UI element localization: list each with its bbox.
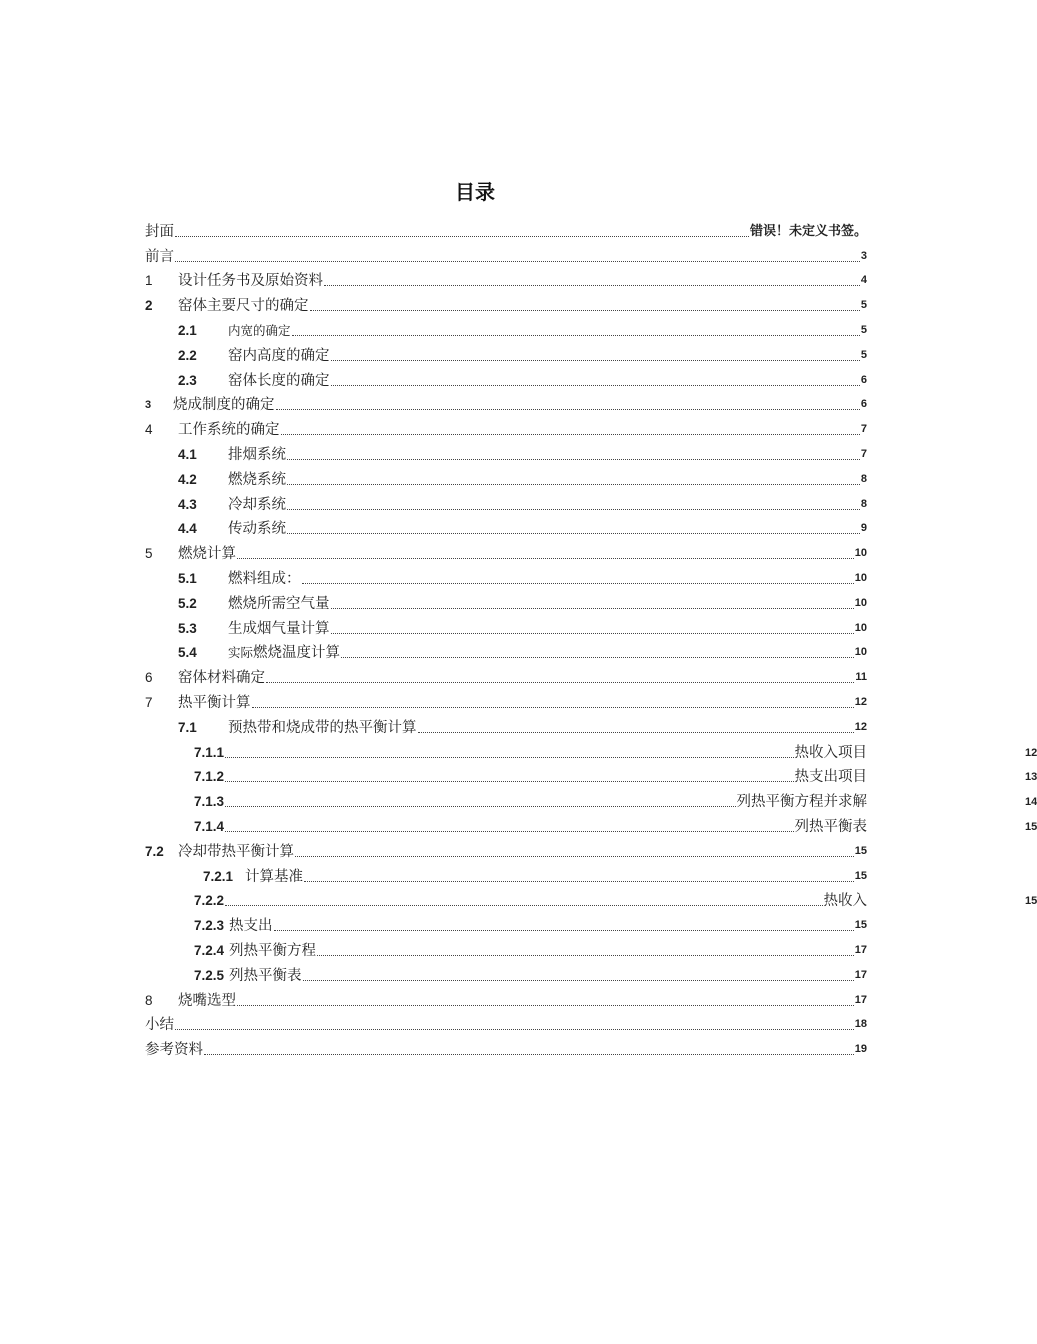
- toc-number: 7.2.4: [194, 942, 225, 958]
- toc-number: 2.3: [178, 372, 197, 388]
- toc-entry-2-3[interactable]: [145, 365, 867, 390]
- toc-label: 列热平衡表: [229, 967, 302, 984]
- toc-entry-5-1[interactable]: [145, 563, 867, 588]
- toc-entry-2[interactable]: [145, 290, 867, 315]
- toc-label: 烧嘴选型: [178, 992, 236, 1009]
- toc-label: 燃烧所需空气量: [228, 595, 330, 612]
- toc-page-number: 17: [854, 968, 867, 981]
- toc-label: 烧成制度的确定: [173, 397, 275, 414]
- leader-dots: [281, 434, 860, 435]
- toc-page-number: 10: [854, 571, 867, 584]
- toc-page-number: 13: [1025, 771, 1037, 784]
- toc-page-number: 15: [854, 844, 867, 857]
- toc-page-number: 11: [855, 671, 867, 684]
- toc-page-number: 3: [860, 249, 867, 262]
- toc-number: 6: [145, 670, 153, 686]
- toc-page-number: 5: [860, 323, 867, 336]
- toc-page-number: 5: [860, 299, 867, 312]
- toc-entry-5-2[interactable]: [145, 588, 867, 613]
- toc-page-number: 17: [854, 943, 867, 956]
- toc-label: 内宽的确定: [228, 322, 291, 338]
- leader-dots: [175, 1029, 854, 1030]
- toc-entry-7-1-4[interactable]: [145, 811, 1037, 836]
- toc-page-number: 12: [1025, 746, 1037, 759]
- toc-label: 燃烧计算: [178, 546, 236, 563]
- toc-page-number: 12: [854, 695, 867, 708]
- toc-page-number: 15: [854, 869, 867, 882]
- toc-entry-1[interactable]: [145, 266, 867, 291]
- page-title: 目录: [455, 180, 495, 204]
- toc-label: 燃烧温度计算: [253, 645, 341, 662]
- toc-label: 列热平衡方程: [229, 942, 317, 959]
- toc-entry-4-4[interactable]: [145, 514, 867, 539]
- leader-dots: [266, 682, 854, 683]
- toc-number: 5.1: [178, 570, 197, 586]
- toc-label: 封面: [145, 223, 174, 240]
- leader-dots: [324, 285, 860, 286]
- toc-entry-5-3[interactable]: [145, 613, 867, 638]
- toc-label: 列热平衡方程并求解: [736, 794, 867, 811]
- toc-number: 2.1: [178, 322, 197, 338]
- leader-dots: [304, 881, 854, 882]
- toc-entry-summary[interactable]: [145, 1010, 867, 1035]
- leader-dots: [310, 310, 860, 311]
- toc-page-number: 19: [854, 1043, 867, 1056]
- toc-number: 4.2: [178, 471, 197, 487]
- leader-dots: [331, 360, 860, 361]
- toc-entry-preface[interactable]: [145, 241, 867, 266]
- toc-page-number: 12: [854, 720, 867, 733]
- toc-label: 参考资料: [145, 1042, 203, 1059]
- toc-page-number: 4: [860, 274, 867, 287]
- leader-dots: [331, 608, 854, 609]
- leader-dots: [225, 757, 793, 758]
- toc-entry-3[interactable]: [145, 390, 867, 415]
- toc-error-text: 错误！未定义书签。: [749, 223, 867, 239]
- leader-dots: [287, 509, 860, 510]
- toc-page-number: 10: [854, 621, 867, 634]
- table-of-contents: [145, 216, 1037, 1059]
- leader-dots: [225, 806, 735, 807]
- toc-label: 燃烧系统: [228, 471, 286, 488]
- leader-dots: [295, 856, 854, 857]
- toc-page-number: 7: [860, 447, 867, 460]
- toc-page-number: 10: [854, 646, 867, 659]
- toc-label: 计算基准: [245, 868, 303, 885]
- toc-entry-5-4[interactable]: [145, 638, 867, 663]
- toc-entry-7-1-2[interactable]: [145, 762, 1037, 787]
- toc-label: 传动系统: [228, 521, 286, 538]
- toc-page-number: 8: [860, 472, 867, 485]
- toc-label: 窑体主要尺寸的确定: [178, 298, 309, 315]
- toc-number: 4.1: [178, 446, 197, 462]
- toc-label: 热平衡计算: [178, 694, 251, 711]
- leader-dots: [341, 657, 854, 658]
- toc-number: 2.2: [178, 347, 197, 363]
- toc-entry-7-2-2[interactable]: [145, 886, 1037, 911]
- toc-label: 设计任务书及原始资料: [178, 273, 323, 290]
- leader-dots: [287, 484, 860, 485]
- toc-entry-7-1-3[interactable]: [145, 786, 1037, 811]
- toc-entry-5[interactable]: [145, 538, 867, 563]
- toc-entry-7-2-5[interactable]: [145, 960, 867, 985]
- toc-label: 燃料组成：: [228, 570, 301, 587]
- toc-label: 工作系统的确定: [178, 422, 280, 439]
- toc-entry-7-1[interactable]: [145, 712, 867, 737]
- leader-dots: [418, 732, 854, 733]
- toc-entry-2-2[interactable]: [145, 340, 867, 365]
- toc-page-number: 15: [854, 919, 867, 932]
- leader-dots: [317, 955, 854, 956]
- toc-number: 2: [145, 298, 153, 314]
- toc-entry-4-1[interactable]: [145, 439, 867, 464]
- toc-number: 3: [145, 399, 152, 412]
- toc-entry-4[interactable]: [145, 414, 867, 439]
- toc-page-number: 18: [854, 1018, 867, 1031]
- toc-page-number: 15: [1025, 820, 1037, 833]
- leader-dots: [292, 335, 860, 336]
- toc-label: 热收入: [823, 893, 867, 910]
- toc-label: 窑内高度的确定: [228, 347, 330, 364]
- toc-entry-7-2-1[interactable]: [145, 861, 867, 886]
- toc-label: 预热带和烧成带的热平衡计算: [228, 719, 417, 736]
- toc-label: 热支出: [229, 918, 273, 935]
- toc-entry-6[interactable]: [145, 662, 867, 687]
- leader-dots: [175, 236, 749, 237]
- toc-number: 7: [145, 694, 153, 710]
- toc-entry-4-3[interactable]: [145, 489, 867, 514]
- toc-label: 排烟系统: [228, 446, 286, 463]
- toc-number: 7.2: [145, 843, 164, 859]
- toc-number: 7.2.2: [194, 893, 225, 909]
- toc-entry-7-2-3[interactable]: [145, 910, 867, 935]
- leader-dots: [252, 707, 854, 708]
- toc-label: 列热平衡表: [794, 818, 867, 835]
- toc-page-number: 6: [860, 373, 867, 386]
- toc-number: 1: [145, 273, 153, 289]
- toc-entry-7[interactable]: [145, 687, 867, 712]
- toc-number: 7.2.1: [203, 868, 234, 884]
- toc-label: 小结: [145, 1017, 174, 1034]
- toc-number: 7.1.1: [194, 744, 225, 760]
- toc-page-number: 6: [860, 398, 867, 411]
- toc-entry-cover[interactable]: [145, 216, 867, 241]
- toc-page-number: 10: [854, 596, 867, 609]
- leader-dots: [331, 385, 860, 386]
- toc-entry-7-2[interactable]: [145, 836, 867, 861]
- leader-dots: [303, 980, 854, 981]
- toc-label: 窑体长度的确定: [228, 372, 330, 389]
- toc-page-number: 8: [860, 497, 867, 510]
- toc-page-number: 15: [1025, 895, 1037, 908]
- toc-number: 5.3: [178, 620, 197, 636]
- toc-page-number: 7: [860, 423, 867, 436]
- toc-entry-8[interactable]: [145, 985, 867, 1010]
- toc-label: 冷却系统: [228, 496, 286, 513]
- leader-dots: [274, 930, 854, 931]
- toc-number: 7.2.5: [194, 967, 225, 983]
- leader-dots: [237, 1005, 854, 1006]
- toc-entry-2-1[interactable]: [145, 315, 867, 340]
- toc-label-prefix: 实际: [228, 645, 254, 661]
- toc-number: 7.1.4: [194, 818, 225, 834]
- leader-dots: [287, 459, 860, 460]
- leader-dots: [204, 1054, 854, 1055]
- toc-page-number: 17: [854, 993, 867, 1006]
- toc-number: 4.4: [178, 521, 197, 537]
- toc-page-number: 14: [1025, 796, 1037, 809]
- toc-label: 热支出项目: [794, 769, 867, 786]
- leader-dots: [302, 583, 854, 584]
- toc-label: 冷却带热平衡计算: [178, 843, 294, 860]
- toc-number: 7.2.3: [194, 918, 225, 934]
- toc-page-number: 9: [860, 522, 867, 535]
- toc-label: 前言: [145, 248, 174, 265]
- leader-dots: [287, 533, 860, 534]
- toc-entry-7-1-1[interactable]: [145, 737, 1037, 762]
- toc-number: 8: [145, 992, 153, 1008]
- toc-number: 5: [145, 546, 153, 562]
- toc-entry-4-2[interactable]: [145, 464, 867, 489]
- toc-page-number: 5: [860, 348, 867, 361]
- toc-number: 4: [145, 422, 153, 438]
- leader-dots: [225, 831, 793, 832]
- toc-page-number: 10: [854, 547, 867, 560]
- toc-number: 7.1.3: [194, 794, 225, 810]
- toc-number: 5.4: [178, 645, 197, 661]
- toc-entry-references[interactable]: [145, 1034, 867, 1059]
- leader-dots: [331, 633, 854, 634]
- toc-label: 窑体材料确定: [178, 670, 265, 687]
- leader-dots: [225, 781, 793, 782]
- toc-label: 热收入项目: [794, 744, 867, 761]
- toc-number: 4.3: [178, 496, 197, 512]
- leader-dots: [237, 558, 854, 559]
- toc-entry-7-2-4[interactable]: [145, 935, 867, 960]
- toc-number: 5.2: [178, 595, 197, 611]
- leader-dots: [175, 261, 860, 262]
- leader-dots: [276, 409, 860, 410]
- leader-dots: [225, 905, 822, 906]
- toc-number: 7.1: [178, 719, 197, 735]
- toc-number: 7.1.2: [194, 769, 225, 785]
- toc-label: 生成烟气量计算: [228, 620, 330, 637]
